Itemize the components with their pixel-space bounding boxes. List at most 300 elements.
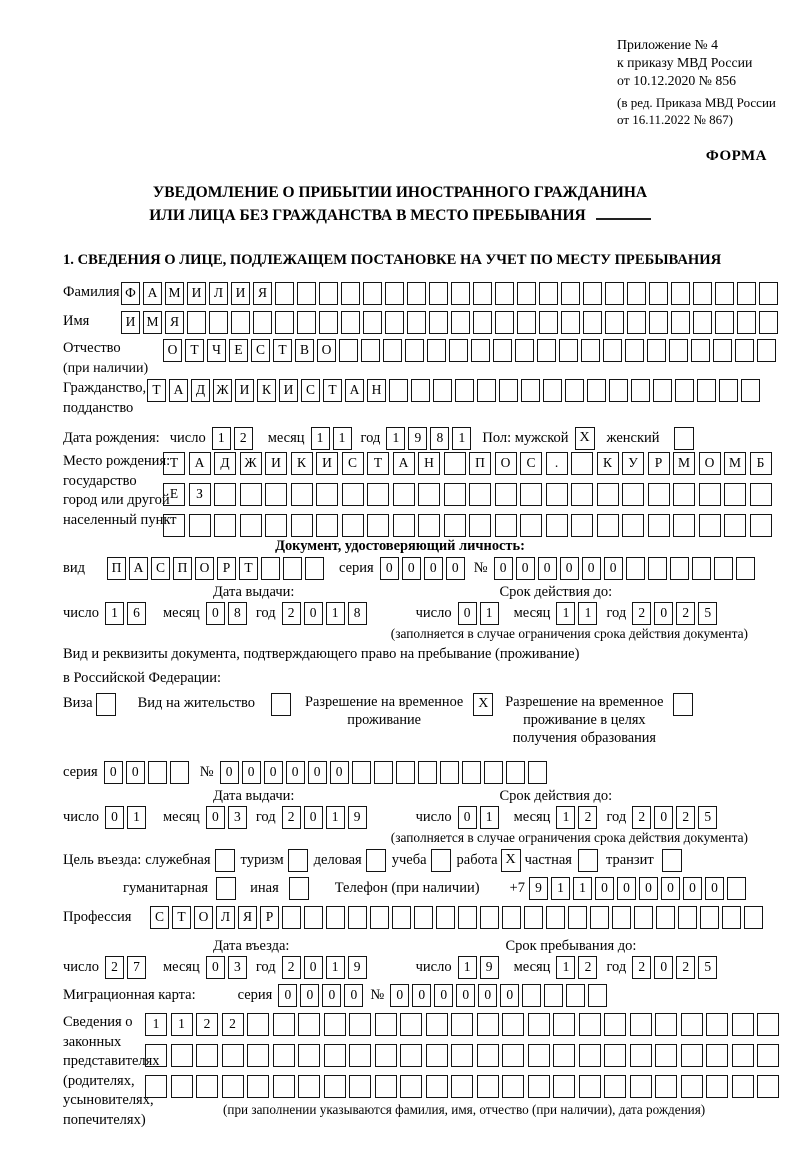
char-cell[interactable] <box>750 483 772 506</box>
char-cell[interactable]: А <box>393 452 415 475</box>
char-cell[interactable] <box>706 1013 728 1036</box>
char-cell[interactable] <box>597 514 619 537</box>
char-cell[interactable]: З <box>189 483 211 506</box>
char-cell[interactable] <box>196 1075 218 1098</box>
temp-residence-permit-checkbox[interactable]: X <box>473 693 493 716</box>
char-cell[interactable] <box>736 557 755 580</box>
surname-cells[interactable] <box>121 282 781 305</box>
char-cell[interactable]: К <box>257 379 276 402</box>
representatives-cells-row2[interactable] <box>145 1044 783 1067</box>
char-cell[interactable] <box>692 557 711 580</box>
char-cell[interactable]: 9 <box>408 427 427 450</box>
char-cell[interactable]: И <box>121 311 140 334</box>
char-cell[interactable] <box>622 514 644 537</box>
doc-issue-day-cells[interactable] <box>105 602 149 625</box>
char-cell[interactable] <box>559 339 578 362</box>
char-cell[interactable] <box>571 514 593 537</box>
char-cell[interactable] <box>349 1075 371 1098</box>
char-cell[interactable]: П <box>107 557 126 580</box>
char-cell[interactable]: 3 <box>228 956 247 979</box>
char-cell[interactable]: 1 <box>551 877 570 900</box>
char-cell[interactable]: 0 <box>654 956 673 979</box>
char-cell[interactable]: Я <box>253 282 272 305</box>
char-cell[interactable] <box>539 282 558 305</box>
char-cell[interactable] <box>291 483 313 506</box>
char-cell[interactable]: С <box>342 452 364 475</box>
char-cell[interactable] <box>473 311 492 334</box>
birth-day-cells[interactable] <box>212 427 256 450</box>
char-cell[interactable] <box>291 514 313 537</box>
char-cell[interactable] <box>553 1013 575 1036</box>
char-cell[interactable] <box>469 483 491 506</box>
birth-year-cells[interactable] <box>386 427 474 450</box>
char-cell[interactable] <box>209 311 228 334</box>
char-cell[interactable] <box>265 514 287 537</box>
char-cell[interactable] <box>495 311 514 334</box>
char-cell[interactable] <box>724 514 746 537</box>
char-cell[interactable] <box>405 339 424 362</box>
char-cell[interactable] <box>484 761 503 784</box>
char-cell[interactable] <box>458 906 477 929</box>
char-cell[interactable] <box>561 311 580 334</box>
char-cell[interactable]: 6 <box>127 602 146 625</box>
char-cell[interactable] <box>691 339 710 362</box>
char-cell[interactable]: М <box>673 452 695 475</box>
char-cell[interactable] <box>414 906 433 929</box>
char-cell[interactable]: 0 <box>304 806 323 829</box>
char-cell[interactable] <box>649 282 668 305</box>
char-cell[interactable]: 0 <box>344 984 363 1007</box>
char-cell[interactable] <box>170 761 189 784</box>
char-cell[interactable] <box>418 483 440 506</box>
char-cell[interactable]: 2 <box>282 956 301 979</box>
char-cell[interactable]: А <box>345 379 364 402</box>
rvp-number-cells[interactable] <box>220 761 550 784</box>
phone-cells[interactable] <box>529 877 749 900</box>
char-cell[interactable] <box>189 514 211 537</box>
char-cell[interactable] <box>426 1075 448 1098</box>
char-cell[interactable]: Д <box>191 379 210 402</box>
female-checkbox[interactable] <box>674 427 694 450</box>
char-cell[interactable] <box>520 514 542 537</box>
char-cell[interactable] <box>426 1013 448 1036</box>
purpose-official-checkbox[interactable] <box>215 849 235 872</box>
char-cell[interactable] <box>648 557 667 580</box>
char-cell[interactable]: К <box>597 452 619 475</box>
char-cell[interactable] <box>282 906 301 929</box>
char-cell[interactable]: М <box>143 311 162 334</box>
char-cell[interactable] <box>528 1044 550 1067</box>
char-cell[interactable]: 0 <box>500 984 519 1007</box>
char-cell[interactable] <box>502 1044 524 1067</box>
char-cell[interactable]: И <box>231 282 250 305</box>
char-cell[interactable] <box>612 906 631 929</box>
char-cell[interactable]: 1 <box>105 602 124 625</box>
char-cell[interactable]: 1 <box>480 806 499 829</box>
char-cell[interactable]: 0 <box>639 877 658 900</box>
char-cell[interactable]: 1 <box>326 806 345 829</box>
char-cell[interactable]: Н <box>367 379 386 402</box>
char-cell[interactable] <box>163 514 185 537</box>
citizenship-cells[interactable] <box>147 379 763 402</box>
char-cell[interactable] <box>477 1075 499 1098</box>
char-cell[interactable] <box>326 906 345 929</box>
char-cell[interactable]: 0 <box>683 877 702 900</box>
char-cell[interactable]: О <box>495 452 517 475</box>
char-cell[interactable] <box>341 282 360 305</box>
char-cell[interactable] <box>148 761 167 784</box>
char-cell[interactable] <box>440 761 459 784</box>
char-cell[interactable]: 0 <box>654 806 673 829</box>
char-cell[interactable] <box>735 339 754 362</box>
char-cell[interactable] <box>393 514 415 537</box>
char-cell[interactable] <box>737 282 756 305</box>
char-cell[interactable] <box>737 311 756 334</box>
char-cell[interactable]: 0 <box>286 761 305 784</box>
char-cell[interactable] <box>571 452 593 475</box>
char-cell[interactable]: 0 <box>308 761 327 784</box>
char-cell[interactable] <box>561 282 580 305</box>
char-cell[interactable] <box>444 483 466 506</box>
char-cell[interactable]: Я <box>238 906 257 929</box>
char-cell[interactable] <box>713 339 732 362</box>
char-cell[interactable]: 1 <box>311 427 330 450</box>
char-cell[interactable] <box>588 984 607 1007</box>
representatives-cells-row3[interactable] <box>145 1075 783 1098</box>
char-cell[interactable]: О <box>194 906 213 929</box>
char-cell[interactable] <box>499 379 518 402</box>
char-cell[interactable] <box>604 1044 626 1067</box>
char-cell[interactable] <box>565 379 584 402</box>
char-cell[interactable] <box>319 282 338 305</box>
purpose-other-checkbox[interactable] <box>289 877 309 900</box>
char-cell[interactable]: 1 <box>326 956 345 979</box>
char-cell[interactable] <box>275 311 294 334</box>
char-cell[interactable] <box>273 1075 295 1098</box>
residence-permit-checkbox[interactable] <box>271 693 291 716</box>
char-cell[interactable]: М <box>165 282 184 305</box>
char-cell[interactable] <box>604 1075 626 1098</box>
char-cell[interactable]: 5 <box>698 602 717 625</box>
char-cell[interactable] <box>656 906 675 929</box>
char-cell[interactable]: Е <box>163 483 185 506</box>
edu-residence-permit-checkbox[interactable] <box>673 693 693 716</box>
char-cell[interactable] <box>649 311 668 334</box>
purpose-humanitarian-checkbox[interactable] <box>216 877 236 900</box>
char-cell[interactable]: Д <box>214 452 236 475</box>
char-cell[interactable]: 2 <box>676 806 695 829</box>
char-cell[interactable]: 0 <box>380 557 399 580</box>
char-cell[interactable] <box>648 514 670 537</box>
char-cell[interactable] <box>655 1044 677 1067</box>
char-cell[interactable]: 0 <box>402 557 421 580</box>
char-cell[interactable] <box>304 906 323 929</box>
char-cell[interactable] <box>727 877 746 900</box>
char-cell[interactable] <box>451 282 470 305</box>
char-cell[interactable]: 9 <box>348 806 367 829</box>
char-cell[interactable]: 0 <box>304 956 323 979</box>
char-cell[interactable]: 0 <box>206 956 225 979</box>
char-cell[interactable] <box>495 514 517 537</box>
char-cell[interactable]: 5 <box>698 956 717 979</box>
char-cell[interactable]: С <box>520 452 542 475</box>
char-cell[interactable] <box>546 483 568 506</box>
char-cell[interactable]: Я <box>165 311 184 334</box>
char-cell[interactable] <box>493 339 512 362</box>
char-cell[interactable] <box>605 311 624 334</box>
entry-day-cells[interactable] <box>105 956 149 979</box>
char-cell[interactable] <box>581 339 600 362</box>
char-cell[interactable] <box>744 906 763 929</box>
purpose-business-checkbox[interactable] <box>366 849 386 872</box>
char-cell[interactable] <box>722 906 741 929</box>
char-cell[interactable] <box>324 1044 346 1067</box>
char-cell[interactable] <box>539 311 558 334</box>
doc-valid-day-cells[interactable] <box>458 602 502 625</box>
char-cell[interactable] <box>407 282 426 305</box>
char-cell[interactable] <box>528 1013 550 1036</box>
char-cell[interactable] <box>187 311 206 334</box>
doc-valid-year-cells[interactable] <box>632 602 720 625</box>
doc-issue-month-cells[interactable] <box>206 602 250 625</box>
char-cell[interactable] <box>247 1044 269 1067</box>
char-cell[interactable] <box>433 379 452 402</box>
char-cell[interactable] <box>444 452 466 475</box>
char-cell[interactable]: А <box>189 452 211 475</box>
char-cell[interactable]: 0 <box>604 557 623 580</box>
char-cell[interactable]: 0 <box>560 557 579 580</box>
char-cell[interactable] <box>349 1013 371 1036</box>
char-cell[interactable]: 0 <box>220 761 239 784</box>
char-cell[interactable]: 0 <box>278 984 297 1007</box>
char-cell[interactable] <box>634 906 653 929</box>
char-cell[interactable] <box>297 311 316 334</box>
char-cell[interactable] <box>214 514 236 537</box>
char-cell[interactable]: С <box>301 379 320 402</box>
char-cell[interactable] <box>240 483 262 506</box>
char-cell[interactable] <box>566 984 585 1007</box>
char-cell[interactable] <box>681 1013 703 1036</box>
char-cell[interactable] <box>537 339 556 362</box>
char-cell[interactable] <box>669 339 688 362</box>
char-cell[interactable] <box>370 906 389 929</box>
char-cell[interactable]: Е <box>229 339 248 362</box>
char-cell[interactable]: Ж <box>213 379 232 402</box>
char-cell[interactable]: Т <box>163 452 185 475</box>
char-cell[interactable] <box>757 1075 779 1098</box>
char-cell[interactable] <box>495 282 514 305</box>
char-cell[interactable] <box>273 1044 295 1067</box>
rvp-series-cells[interactable] <box>104 761 192 784</box>
char-cell[interactable] <box>675 379 694 402</box>
char-cell[interactable]: 0 <box>206 806 225 829</box>
char-cell[interactable] <box>222 1044 244 1067</box>
char-cell[interactable]: 1 <box>212 427 231 450</box>
char-cell[interactable]: 0 <box>446 557 465 580</box>
char-cell[interactable] <box>697 379 716 402</box>
char-cell[interactable] <box>655 1075 677 1098</box>
char-cell[interactable] <box>349 1044 371 1067</box>
char-cell[interactable] <box>700 906 719 929</box>
char-cell[interactable] <box>528 761 547 784</box>
char-cell[interactable] <box>273 1013 295 1036</box>
char-cell[interactable] <box>543 379 562 402</box>
char-cell[interactable] <box>342 483 364 506</box>
char-cell[interactable]: И <box>235 379 254 402</box>
char-cell[interactable] <box>473 282 492 305</box>
char-cell[interactable] <box>298 1044 320 1067</box>
char-cell[interactable] <box>517 282 536 305</box>
char-cell[interactable] <box>528 1075 550 1098</box>
char-cell[interactable]: Т <box>185 339 204 362</box>
char-cell[interactable] <box>171 1044 193 1067</box>
char-cell[interactable] <box>319 311 338 334</box>
char-cell[interactable] <box>261 557 280 580</box>
birthplace-cells-row1[interactable] <box>163 452 775 475</box>
char-cell[interactable] <box>418 514 440 537</box>
char-cell[interactable]: Т <box>147 379 166 402</box>
char-cell[interactable] <box>451 1044 473 1067</box>
char-cell[interactable] <box>341 311 360 334</box>
char-cell[interactable] <box>590 906 609 929</box>
char-cell[interactable]: А <box>143 282 162 305</box>
char-cell[interactable]: И <box>316 452 338 475</box>
char-cell[interactable] <box>283 557 302 580</box>
char-cell[interactable] <box>627 282 646 305</box>
char-cell[interactable]: 5 <box>698 806 717 829</box>
char-cell[interactable] <box>477 1013 499 1036</box>
char-cell[interactable] <box>316 514 338 537</box>
char-cell[interactable] <box>449 339 468 362</box>
char-cell[interactable] <box>502 1013 524 1036</box>
char-cell[interactable] <box>671 311 690 334</box>
char-cell[interactable] <box>732 1044 754 1067</box>
char-cell[interactable] <box>231 311 250 334</box>
char-cell[interactable] <box>429 311 448 334</box>
char-cell[interactable]: 0 <box>242 761 261 784</box>
char-cell[interactable]: Б <box>750 452 772 475</box>
rvp-valid-year-cells[interactable] <box>632 806 720 829</box>
char-cell[interactable] <box>671 282 690 305</box>
char-cell[interactable]: 2 <box>632 956 651 979</box>
char-cell[interactable] <box>427 339 446 362</box>
char-cell[interactable] <box>352 761 371 784</box>
char-cell[interactable] <box>367 514 389 537</box>
char-cell[interactable] <box>693 282 712 305</box>
char-cell[interactable]: 2 <box>222 1013 244 1036</box>
char-cell[interactable]: 1 <box>145 1013 167 1036</box>
char-cell[interactable] <box>521 379 540 402</box>
char-cell[interactable]: С <box>251 339 270 362</box>
char-cell[interactable]: 0 <box>617 877 636 900</box>
migration-series-cells[interactable] <box>278 984 366 1007</box>
char-cell[interactable]: 2 <box>282 806 301 829</box>
char-cell[interactable]: М <box>724 452 746 475</box>
rvp-issue-year-cells[interactable] <box>282 806 370 829</box>
char-cell[interactable] <box>324 1013 346 1036</box>
char-cell[interactable] <box>517 311 536 334</box>
char-cell[interactable] <box>522 984 541 1007</box>
char-cell[interactable] <box>757 1044 779 1067</box>
char-cell[interactable] <box>673 483 695 506</box>
char-cell[interactable] <box>316 483 338 506</box>
char-cell[interactable] <box>145 1075 167 1098</box>
char-cell[interactable]: У <box>622 452 644 475</box>
char-cell[interactable] <box>609 379 628 402</box>
char-cell[interactable] <box>515 339 534 362</box>
char-cell[interactable] <box>630 1075 652 1098</box>
char-cell[interactable] <box>546 906 565 929</box>
char-cell[interactable]: 0 <box>206 602 225 625</box>
char-cell[interactable] <box>171 1075 193 1098</box>
char-cell[interactable]: 1 <box>333 427 352 450</box>
char-cell[interactable]: 1 <box>386 427 405 450</box>
char-cell[interactable]: Н <box>418 452 440 475</box>
char-cell[interactable] <box>145 1044 167 1067</box>
char-cell[interactable] <box>673 514 695 537</box>
char-cell[interactable] <box>579 1013 601 1036</box>
char-cell[interactable] <box>699 483 721 506</box>
char-cell[interactable]: 1 <box>458 956 477 979</box>
char-cell[interactable] <box>506 761 525 784</box>
char-cell[interactable]: О <box>195 557 214 580</box>
char-cell[interactable]: Р <box>217 557 236 580</box>
char-cell[interactable] <box>544 984 563 1007</box>
migration-number-cells[interactable] <box>390 984 610 1007</box>
char-cell[interactable] <box>407 311 426 334</box>
doc-series-cells[interactable] <box>380 557 468 580</box>
doc-valid-month-cells[interactable] <box>556 602 600 625</box>
name-cells[interactable] <box>121 311 781 334</box>
char-cell[interactable]: 1 <box>127 806 146 829</box>
char-cell[interactable]: 2 <box>632 806 651 829</box>
char-cell[interactable] <box>553 1075 575 1098</box>
char-cell[interactable]: 0 <box>705 877 724 900</box>
char-cell[interactable]: 0 <box>478 984 497 1007</box>
char-cell[interactable]: 0 <box>538 557 557 580</box>
char-cell[interactable] <box>400 1044 422 1067</box>
char-cell[interactable] <box>247 1075 269 1098</box>
char-cell[interactable]: С <box>150 906 169 929</box>
char-cell[interactable] <box>732 1013 754 1036</box>
char-cell[interactable] <box>630 1013 652 1036</box>
char-cell[interactable] <box>630 1044 652 1067</box>
char-cell[interactable]: 1 <box>573 877 592 900</box>
char-cell[interactable]: 1 <box>326 602 345 625</box>
char-cell[interactable]: 8 <box>430 427 449 450</box>
char-cell[interactable] <box>297 282 316 305</box>
char-cell[interactable] <box>400 1075 422 1098</box>
char-cell[interactable]: 0 <box>300 984 319 1007</box>
char-cell[interactable] <box>653 379 672 402</box>
purpose-work-checkbox[interactable]: X <box>501 849 521 872</box>
char-cell[interactable]: 0 <box>654 602 673 625</box>
stay-year-cells[interactable] <box>632 956 720 979</box>
char-cell[interactable] <box>524 906 543 929</box>
char-cell[interactable] <box>411 379 430 402</box>
doc-issue-year-cells[interactable] <box>282 602 370 625</box>
char-cell[interactable]: 1 <box>171 1013 193 1036</box>
char-cell[interactable] <box>706 1075 728 1098</box>
char-cell[interactable]: 0 <box>458 806 477 829</box>
char-cell[interactable] <box>375 1013 397 1036</box>
char-cell[interactable]: А <box>169 379 188 402</box>
char-cell[interactable] <box>605 282 624 305</box>
char-cell[interactable]: 0 <box>105 806 124 829</box>
char-cell[interactable]: Р <box>648 452 670 475</box>
char-cell[interactable] <box>681 1044 703 1067</box>
char-cell[interactable]: И <box>279 379 298 402</box>
